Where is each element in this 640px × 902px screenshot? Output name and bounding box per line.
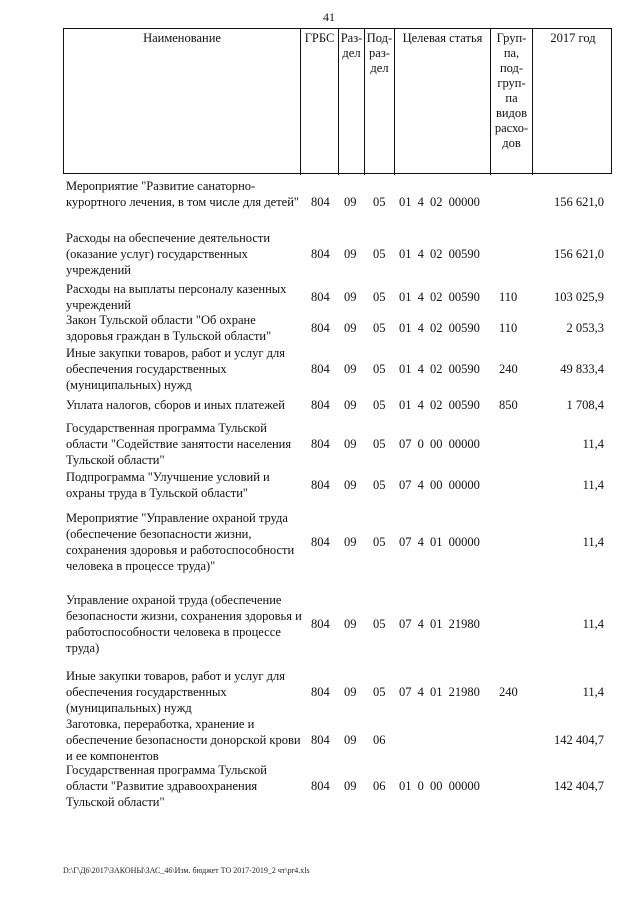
row-amount: 11,4 [582,478,604,492]
table-header [63,28,612,174]
table-row [63,716,612,764]
row-target-article: 01 4 02 00590 [399,290,480,304]
row-name: Государственная программа Тульской области "Развитие здравоохранения Тульской области" [66,763,267,809]
row-razdel: 09 [344,362,357,376]
row-amount: 142 404,7 [554,733,604,747]
row-target-article: 01 4 02 00590 [399,398,480,412]
row-target-article: 01 4 02 00590 [399,362,480,376]
table-row [63,762,612,810]
row-target-article: 01 0 00 00000 [399,779,480,793]
row-razdel: 09 [344,290,357,304]
row-expense-group: 240 [499,685,518,699]
header-podrazdel: Под- раз- дел [366,31,393,75]
column-divider [394,29,395,175]
page-number: 41 [323,10,335,24]
row-name: Подпрограмма "Улучшение условий и охраны труда в Тульской области" [66,470,270,500]
row-target-article: 01 4 02 00590 [399,247,480,261]
table-row [63,312,612,344]
row-name: Расходы на обеспечение деятельности (оказание услуг) государственных учреждений [66,231,271,277]
row-name: Мероприятие "Управление охраной труда (обеспечение безопасности жизни, сохранения здоровья и работоспособности человека в процессе труда)" [66,511,295,573]
row-razdel: 09 [344,617,357,631]
row-expense-group: 110 [499,321,518,335]
row-expense-group: 850 [499,398,518,412]
row-podrazdel: 05 [373,195,386,209]
row-target-article: 07 4 01 21980 [399,685,480,699]
column-divider [532,29,533,175]
table-row [63,281,612,313]
header-year: 2017 год [550,31,596,45]
row-target-article: 01 4 02 00590 [399,321,480,335]
row-name: Иные закупки товаров, работ и услуг для обеспечения государственных (муниципальных) нужд [66,669,286,715]
row-grbs: 804 [311,362,330,376]
row-grbs: 804 [311,195,330,209]
row-amount: 103 025,9 [554,290,604,304]
row-amount: 49 833,4 [560,362,604,376]
row-name: Государственная программа Тульской области "Содействие занятости населения Тульской области" [66,421,292,467]
row-name: Закон Тульской области "Об охране здоровья граждан в Тульской области" [66,313,272,343]
row-podrazdel: 05 [373,478,386,492]
table-row [63,592,612,656]
row-name: Заготовка, переработка, хранение и обеспечение безопасности донорской крови и ее компонентов [66,717,301,763]
row-amount: 156 621,0 [554,247,604,261]
row-amount: 156 621,0 [554,195,604,209]
row-amount: 11,4 [582,685,604,699]
row-grbs: 804 [311,617,330,631]
row-grbs: 804 [311,733,330,747]
file-path-footer: D:\Г\Д6\2017\ЗАКОНЫ\ЗАС_46\Изм. бюджет ТО 2017-2019_2 чт\pr4.xls [63,866,310,875]
row-name: Мероприятие "Развитие санаторно-курортного лечения, в том числе для детей" [66,179,300,209]
row-razdel: 09 [344,398,357,412]
row-target-article: 07 4 00 00000 [399,478,480,492]
row-name: Расходы на выплаты персоналу казенных учреждений [66,282,287,312]
row-podrazdel: 06 [373,779,386,793]
row-amount: 11,4 [582,437,604,451]
row-podrazdel: 05 [373,362,386,376]
row-target-article: 01 4 02 00000 [399,195,480,209]
row-razdel: 09 [344,733,357,747]
row-grbs: 804 [311,535,330,549]
row-podrazdel: 06 [373,733,386,747]
row-grbs: 804 [311,779,330,793]
row-amount: 11,4 [582,535,604,549]
table-row [63,469,612,501]
row-grbs: 804 [311,290,330,304]
row-podrazdel: 05 [373,398,386,412]
row-grbs: 804 [311,478,330,492]
row-podrazdel: 05 [373,437,386,451]
row-razdel: 09 [344,685,357,699]
row-target-article: 07 4 01 21980 [399,617,480,631]
row-grbs: 804 [311,247,330,261]
table-row [63,345,612,393]
header-grbs: ГРБС [304,31,335,45]
row-podrazdel: 05 [373,321,386,335]
table-row [63,230,612,278]
row-razdel: 09 [344,247,357,261]
table-row [63,668,612,716]
row-podrazdel: 05 [373,617,386,631]
row-razdel: 09 [344,535,357,549]
row-razdel: 09 [344,478,357,492]
row-podrazdel: 05 [373,685,386,699]
table-row [63,397,612,413]
row-razdel: 09 [344,437,357,451]
header-razdel: Раз- дел [340,31,363,60]
row-amount: 1 708,4 [566,398,604,412]
row-amount: 11,4 [582,617,604,631]
row-expense-group: 240 [499,362,518,376]
row-podrazdel: 05 [373,290,386,304]
table-row [63,420,612,468]
row-grbs: 804 [311,398,330,412]
table-row [63,510,612,574]
header-name: Наименование [143,31,221,45]
row-razdel: 09 [344,321,357,335]
row-grbs: 804 [311,437,330,451]
row-razdel: 09 [344,779,357,793]
row-grbs: 804 [311,685,330,699]
column-divider [300,29,301,175]
row-amount: 2 053,3 [566,321,604,335]
row-target-article: 07 4 01 00000 [399,535,480,549]
row-expense-group: 110 [499,290,518,304]
row-name: Уплата налогов, сборов и иных платежей [66,398,285,412]
row-name: Управление охраной труда (обеспечение безопасности жизни, сохранения здоровья и работоспособности человека в процессе труда) [66,593,302,655]
row-name: Иные закупки товаров, работ и услуг для обеспечения государственных (муниципальных) нужд [66,346,286,392]
header-expense-group: Груп- па, под- груп- па видов расхо- дов [494,31,529,150]
row-podrazdel: 05 [373,247,386,261]
row-podrazdel: 05 [373,535,386,549]
row-grbs: 804 [311,321,330,335]
row-amount: 142 404,7 [554,779,604,793]
row-target-article: 07 0 00 00000 [399,437,480,451]
header-target-article: Целевая статья [402,31,483,45]
table-row [63,178,612,226]
row-razdel: 09 [344,195,357,209]
